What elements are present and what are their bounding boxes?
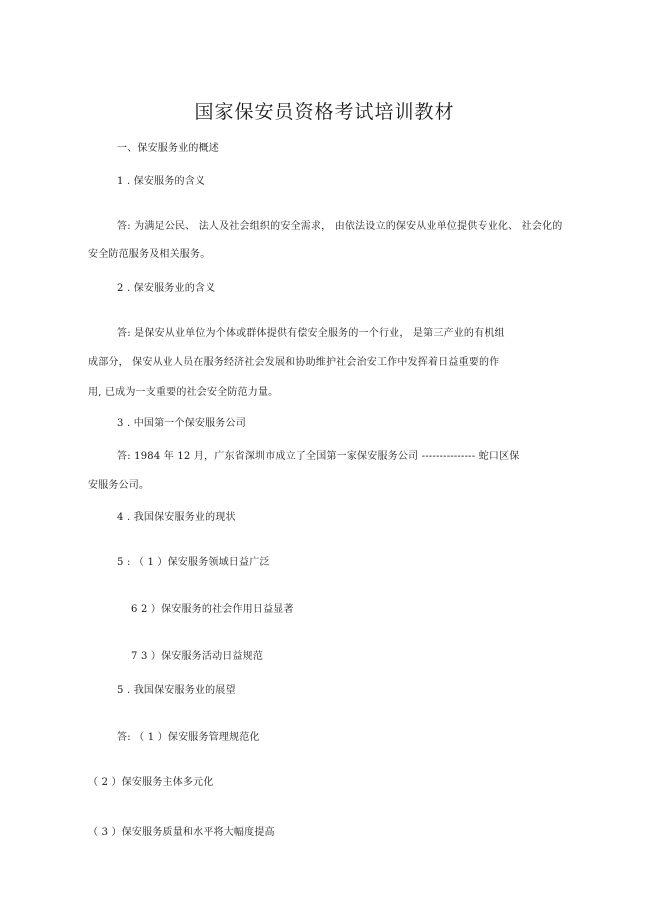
item-heading: 3 . 中国第一个保安服务公司 — [117, 418, 246, 429]
item-heading: 1 . 保安服务的含义 — [117, 176, 206, 187]
list-item: 6 2 ）保安服务的社会作用日益显著 — [131, 604, 294, 615]
answer-line: 答: 1984 年 12 月，广东省深圳市成立了全国第一家保安服务公司 --------------- 蛇口区保 — [117, 451, 520, 462]
list-item: 7 3 ）保安服务活动日益规范 — [131, 651, 264, 662]
answer-line: 答: 为满足公民、 法人及社会组织的安全需求， 由依法设立的保安从业单位提供专业化、 社会化的 — [117, 221, 563, 232]
list-item: 5 : （ 1 ）保安服务领域日益广泛 — [117, 557, 270, 568]
answer-line: 安服务公司。 — [88, 480, 150, 491]
item-heading: 4 . 我国保安服务业的现状 — [117, 512, 236, 523]
list-item: （ 2 ）保安服务主体多元化 — [88, 777, 214, 788]
item-heading: 2 . 保安服务业的含义 — [117, 283, 216, 294]
list-item: 答: （ 1 ）保安服务管理规范化 — [117, 732, 260, 743]
section-heading: 一、保安服务业的概述 — [117, 143, 219, 154]
answer-line: 答: 是保安从业单位为个体或群体提供有偿安全服务的一个行业， 是第三产业的有机组 — [117, 328, 505, 339]
item-heading: 5 . 我国保安服务业的展望 — [117, 685, 236, 696]
answer-line: 用, 已成为一支重要的社会安全防范力量。 — [88, 387, 279, 398]
answer-line: 成部分， 保安从业人员在服务经济社会发展和协助维护社会治安工作中发挥着日益重要的作 — [88, 357, 500, 368]
document-title: 国家保安员资格考试培训教材 — [194, 101, 455, 123]
answer-line: 安全防范服务及相关服务。 — [88, 249, 211, 260]
list-item: （ 3 ）保安服务质量和水平将大幅度提高 — [88, 827, 275, 838]
